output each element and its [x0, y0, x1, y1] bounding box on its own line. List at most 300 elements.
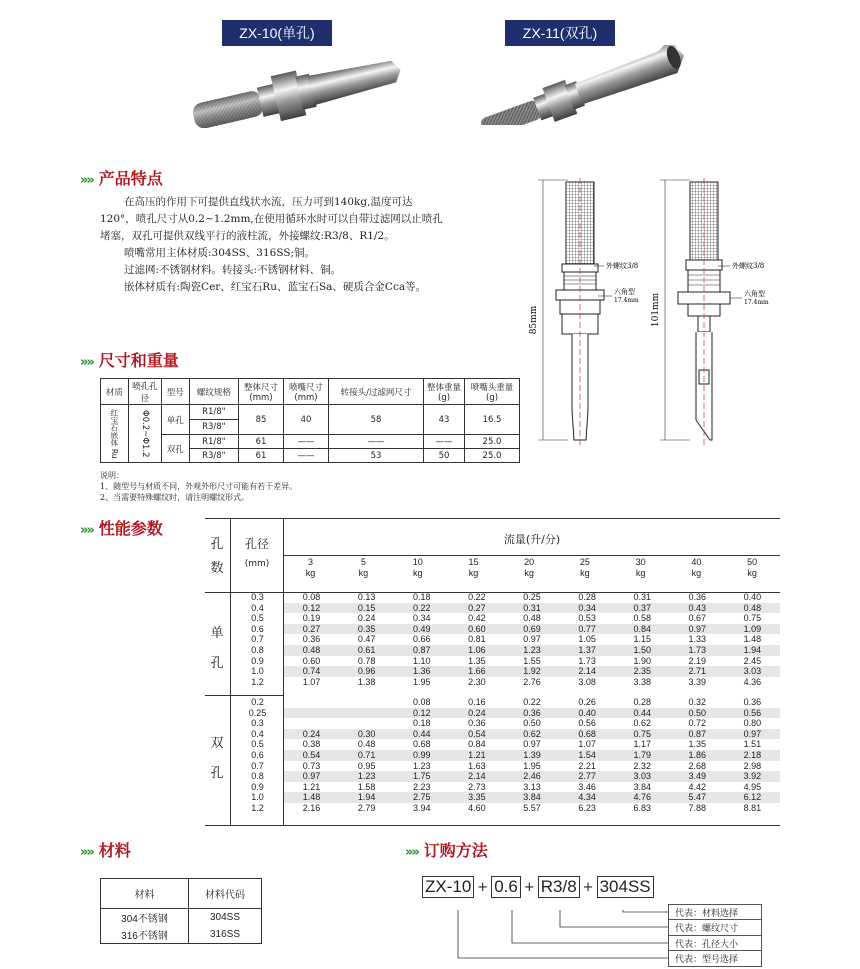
flow-value: 0.38 [302, 739, 321, 750]
section-arrows-icon: »» [80, 355, 93, 370]
flow-value: 2.23 [413, 781, 431, 792]
flow-value: 0.32 [688, 697, 707, 707]
flow-value: 0.37 [615, 603, 670, 614]
flow-value: 0.43 [670, 603, 725, 614]
table-row [231, 708, 780, 719]
flow-value: 0.58 [633, 613, 651, 624]
dim-right-label: 101mm [651, 292, 661, 328]
flow-value: 0.48 [284, 645, 339, 656]
flow-value: 4.36 [743, 676, 762, 687]
flow-value: 2.16 [302, 802, 321, 813]
sw-cell: 53 [329, 449, 424, 463]
flow-value: 0.50 [523, 718, 541, 729]
sw-cell: 61 [239, 435, 284, 449]
materials-title [80, 838, 131, 861]
performance-title [80, 516, 163, 539]
flow-value [339, 708, 394, 719]
size-weight-table [100, 378, 520, 463]
flow-value: 0.61 [339, 645, 394, 656]
flow-value: 2.18 [725, 750, 780, 761]
bore-diameter: 0.7 [251, 760, 264, 771]
flow-value: 0.40 [743, 592, 762, 602]
bore-diameter: 1.2 [251, 802, 264, 813]
flow-value: 0.36 [743, 697, 762, 707]
flow-value: 3.13 [523, 781, 541, 792]
flow-value: 1.35 [688, 739, 707, 750]
flow-value: 5.57 [523, 802, 541, 813]
flow-value: 0.36 [504, 708, 559, 719]
flow-value [284, 697, 339, 708]
table-row [231, 645, 780, 656]
pressure-header: 15 [468, 557, 479, 567]
flow-value: 2.14 [449, 771, 504, 782]
flow-value: 2.35 [615, 666, 670, 677]
flow-value: 0.78 [357, 655, 376, 666]
flow-value: 0.24 [449, 708, 504, 719]
flow-value: 1.94 [725, 645, 780, 656]
flow-value: 0.48 [523, 613, 541, 624]
zx10-nozzle-photo [180, 48, 420, 128]
sw-cell: —— [329, 435, 424, 449]
sw-type-single: 单孔 [161, 405, 189, 435]
flow-value [339, 718, 394, 729]
order-code [422, 876, 654, 898]
flow-value: 3.84 [633, 781, 651, 792]
table-row [231, 613, 780, 624]
flow-value: 1.73 [670, 645, 725, 656]
legend-material: 代表：材料选择 [668, 904, 762, 921]
pressure-header: 30 [635, 557, 646, 567]
flow-value: 0.97 [670, 624, 725, 635]
table-row [231, 592, 780, 603]
pressure-unit: kg [635, 567, 646, 578]
perf-pressure-header [284, 557, 780, 578]
flow-value: 3.94 [413, 802, 431, 813]
flow-value: 0.66 [413, 634, 431, 645]
flow-value: 0.80 [743, 718, 762, 729]
bore-diameter: 1.2 [251, 676, 264, 687]
flow-value: 0.99 [394, 750, 449, 761]
features-text [100, 194, 520, 296]
flow-value: 2.21 [578, 760, 596, 771]
size-weight-notes [100, 470, 297, 503]
flow-value: 0.54 [449, 729, 504, 740]
flow-value: 0.74 [284, 666, 339, 677]
flow-value: 2.14 [560, 666, 615, 677]
flow-value: 1.75 [394, 771, 449, 782]
bore-diameter: 0.4 [251, 728, 264, 739]
flow-value: 0.34 [413, 613, 431, 624]
ordering-title [405, 838, 488, 861]
flow-value: 1.23 [413, 760, 431, 771]
flow-value: 2.46 [504, 771, 559, 782]
flow-value: 0.68 [560, 729, 615, 740]
flow-value: 2.19 [688, 655, 707, 666]
flow-value: 0.81 [468, 634, 486, 645]
flow-value: 0.25 [523, 592, 541, 602]
flow-value: 0.71 [339, 750, 394, 761]
flow-value: 1.07 [302, 676, 321, 687]
flow-value: 0.22 [394, 603, 449, 614]
flow-value: 0.84 [468, 739, 486, 750]
table-row [231, 729, 780, 740]
mat-cell: 316不锈钢 [101, 926, 189, 944]
flow-value: 1.48 [743, 634, 762, 645]
flow-value: 6.12 [725, 792, 780, 803]
table-row [231, 782, 780, 793]
pressure-header: 20 [524, 557, 535, 567]
plus-sign: + [477, 879, 489, 895]
table-row [231, 634, 780, 645]
mat-header: 材料代码 [189, 879, 262, 909]
pressure-unit: kg [305, 567, 316, 578]
flow-value: 1.94 [339, 792, 394, 803]
flow-value: 1.17 [633, 739, 651, 750]
pressure-unit: kg [747, 567, 757, 578]
perf-double-label: 双孔 [210, 736, 224, 781]
features-title-text: 产品特点 [98, 169, 163, 188]
flow-value: 0.87 [670, 729, 725, 740]
plus-sign: + [582, 879, 594, 895]
flow-value: 0.56 [578, 718, 596, 729]
flow-value: 1.58 [357, 781, 376, 792]
flow-value: 1.66 [449, 666, 504, 677]
sw-thread: R3/8" [189, 449, 238, 463]
sw-cell: 25.0 [465, 449, 520, 463]
thread-label-left: 外螺纹3/8 [606, 262, 639, 270]
perf-single-table [231, 592, 780, 687]
flow-value: 1.48 [284, 792, 339, 803]
perf-dia-unit: (mm) [244, 559, 270, 569]
pressure-unit: kg [524, 567, 534, 578]
note-line: 2、当需要特殊螺纹时，请注明螺纹形式。 [100, 493, 250, 502]
flow-value: 3.46 [578, 781, 596, 792]
flow-value: 6.23 [578, 802, 596, 813]
flow-value: 0.49 [394, 624, 449, 635]
flow-value: 1.33 [688, 634, 707, 645]
size-weight-title [80, 348, 179, 371]
note-line: 说明： [100, 471, 124, 480]
pressure-unit: kg [691, 567, 702, 578]
sw-cell: 58 [329, 405, 424, 435]
code-thread: R3/8 [538, 876, 580, 898]
flow-value: 0.60 [449, 624, 504, 635]
plus-sign: + [523, 879, 535, 895]
pressure-header: 40 [691, 557, 702, 567]
flow-value: 0.97 [523, 739, 541, 750]
flow-value: 0.77 [560, 624, 615, 635]
flow-value: 1.86 [670, 750, 725, 761]
pressure-unit: kg [468, 567, 479, 578]
section-arrows-icon: »» [80, 173, 93, 188]
bore-diameter: 0.5 [251, 739, 264, 750]
sw-header: 型号 [161, 379, 189, 405]
size-weight-title-text: 尺寸和重量 [98, 351, 179, 370]
flow-value: 0.62 [633, 718, 651, 729]
flow-value: 1.23 [504, 645, 559, 656]
flow-value: 0.44 [615, 708, 670, 719]
flow-value: 0.24 [357, 613, 376, 624]
flow-value: 3.35 [449, 792, 504, 803]
flow-value: 0.69 [504, 624, 559, 635]
flow-value: 8.81 [743, 802, 762, 813]
sw-header: 整体尺寸(mm) [239, 379, 284, 405]
flow-value: 2.30 [468, 676, 486, 687]
flow-value: 0.18 [413, 718, 431, 729]
flow-value: 1.90 [633, 655, 651, 666]
flow-value: 1.50 [615, 645, 670, 656]
flow-value: 1.21 [302, 781, 321, 792]
sw-cell: 25.0 [465, 435, 520, 449]
flow-value [339, 697, 394, 708]
flow-value: 0.28 [578, 592, 596, 602]
hex-label-right: 六角型 [744, 290, 765, 298]
flow-value: 4.42 [688, 781, 707, 792]
table-row [231, 803, 780, 814]
section-arrows-icon: »» [405, 845, 418, 860]
flow-value: 2.76 [523, 676, 541, 687]
flow-value: 1.05 [578, 634, 596, 645]
mat-cell: 316SS [189, 926, 262, 944]
flow-value: 0.27 [284, 624, 339, 635]
flow-value: 1.54 [560, 750, 615, 761]
pressure-header: 50 [747, 557, 758, 567]
flow-value: 2.75 [394, 792, 449, 803]
flow-value: 3.08 [578, 676, 596, 687]
flow-value: 2.79 [357, 802, 376, 813]
flow-value: 3.03 [725, 666, 780, 677]
bore-diameter: 0.3 [251, 718, 264, 729]
pressure-header: 25 [579, 557, 590, 567]
pressure-unit: kg [580, 567, 590, 578]
table-row [231, 792, 780, 803]
bore-diameter: 0.3 [251, 592, 264, 602]
flow-value: 0.67 [688, 613, 707, 624]
flow-value: 0.13 [357, 592, 376, 602]
sw-cell: —— [424, 435, 465, 449]
code-model: ZX-10 [422, 876, 474, 898]
flow-value: 1.73 [578, 655, 596, 666]
flow-value: 0.42 [468, 613, 486, 624]
flow-value: 0.22 [523, 697, 541, 707]
perf-double-table [231, 697, 780, 814]
flow-value: 1.92 [504, 666, 559, 677]
zx11-nozzle-photo [466, 45, 706, 125]
table-row [231, 697, 780, 708]
code-bore: 0.6 [491, 876, 521, 898]
pressure-header: 5 [360, 557, 366, 567]
legend-model: 代表：型号选择 [668, 950, 762, 967]
sw-cell: 16.5 [465, 405, 520, 435]
table-row [231, 666, 780, 677]
flow-value: 3.49 [670, 771, 725, 782]
flow-value: 0.75 [615, 729, 670, 740]
flow-value: 0.31 [633, 592, 651, 602]
flow-value: 1.63 [468, 760, 486, 771]
flow-value: 1.95 [523, 760, 541, 771]
flow-value: 0.60 [302, 655, 321, 666]
flow-value: 1.36 [394, 666, 449, 677]
flow-value: 2.71 [670, 666, 725, 677]
flow-value: 0.36 [688, 592, 707, 602]
flow-value: 3.39 [688, 676, 707, 687]
flow-value: 1.51 [743, 739, 762, 750]
bore-diameter: 1.0 [251, 666, 264, 677]
legend-thread: 代表：螺纹尺寸 [668, 919, 762, 936]
flow-value: 0.73 [302, 760, 321, 771]
flow-value: 0.44 [394, 729, 449, 740]
flow-value: 0.28 [633, 697, 651, 707]
ordering-title-text: 订购方法 [423, 841, 488, 860]
bore-diameter: 0.6 [251, 749, 264, 760]
flow-value: 1.10 [413, 655, 431, 666]
flow-value: 0.36 [468, 718, 486, 729]
table-row [231, 656, 780, 667]
flow-value: 0.19 [302, 613, 321, 624]
flow-value: 6.83 [633, 802, 651, 813]
flow-value: 1.38 [357, 676, 376, 687]
flow-value: 0.15 [339, 603, 394, 614]
feature-line: 过滤网:不锈钢材料。转接头:不锈钢材料、铜。 [124, 264, 342, 276]
model-tag-zx11: ZX-11(双孔) [505, 20, 615, 46]
flow-value: 0.84 [615, 624, 670, 635]
sw-header: 整体重量(g) [424, 379, 465, 405]
performance-title-text: 性能参数 [98, 519, 163, 538]
flow-value: 0.87 [394, 645, 449, 656]
flow-value: 0.18 [413, 592, 431, 602]
flow-value [284, 718, 339, 729]
flow-value: 2.45 [743, 655, 762, 666]
flow-value: 0.47 [357, 634, 376, 645]
sw-material: 红宝石嵌体 Ru [101, 405, 129, 463]
flow-value: 0.97 [284, 771, 339, 782]
feature-line: 在高压的作用下可提供直线状水流，压力可到140kg,温度可达 [124, 196, 413, 208]
flow-value: 4.34 [560, 792, 615, 803]
flow-value: 1.15 [633, 634, 651, 645]
pressure-unit: kg [358, 567, 369, 578]
bore-diameter: 0.5 [251, 613, 264, 624]
flow-value [284, 708, 339, 719]
flow-value: 0.26 [578, 697, 596, 707]
sw-cell: 40 [284, 405, 329, 435]
sw-cell: —— [284, 435, 329, 449]
flow-value: 1.39 [504, 750, 559, 761]
flow-value: 0.08 [413, 697, 431, 707]
sw-header: 转接头/过滤网尺寸 [329, 379, 424, 405]
table-row [231, 718, 780, 729]
flow-value: 0.75 [743, 613, 762, 624]
sw-cell: 50 [424, 449, 465, 463]
sw-thread: R3/8" [189, 420, 238, 435]
sw-thread: R1/8" [189, 405, 238, 420]
flow-value: 0.08 [302, 592, 321, 602]
table-row [231, 771, 780, 782]
flow-value: 1.55 [523, 655, 541, 666]
bore-diameter: 0.2 [251, 697, 264, 707]
sw-cell: 85 [239, 405, 284, 435]
flow-value: 0.36 [302, 634, 321, 645]
pressure-header: 10 [412, 557, 423, 567]
flow-value: 0.31 [504, 603, 559, 614]
flow-value: 1.79 [615, 750, 670, 761]
table-row [231, 761, 780, 772]
materials-table [100, 878, 262, 944]
bore-diameter: 0.6 [251, 623, 264, 634]
flow-value: 1.06 [449, 645, 504, 656]
flow-value: 4.76 [615, 792, 670, 803]
flow-value: 2.32 [633, 760, 651, 771]
flow-value: 3.84 [504, 792, 559, 803]
sw-bore: Φ0.2~Φ1.2 [128, 405, 161, 463]
table-row [231, 677, 780, 688]
sw-cell: —— [284, 449, 329, 463]
flow-value: 4.60 [468, 802, 486, 813]
flow-value: 0.50 [670, 708, 725, 719]
flow-value: 1.07 [578, 739, 596, 750]
materials-title-text: 材料 [98, 841, 131, 860]
flow-value: 0.72 [688, 718, 707, 729]
flow-value: 0.68 [413, 739, 431, 750]
bore-diameter: 0.8 [251, 771, 264, 782]
sw-header: 螺纹规格 [189, 379, 238, 405]
bore-diameter: 0.4 [251, 602, 264, 613]
hex-size-left: 17.4mm [614, 297, 639, 304]
sw-thread: R1/8" [189, 435, 238, 449]
bore-diameter: 0.8 [251, 644, 264, 655]
table-row [231, 750, 780, 761]
perf-flow-header: 流量(升/分) [503, 533, 561, 546]
dim-left-label: 85mm [529, 305, 539, 335]
sw-type-double: 双孔 [161, 435, 189, 463]
flow-value: 0.34 [560, 603, 615, 614]
sw-header: 材质 [101, 379, 129, 405]
flow-value: 0.54 [284, 750, 339, 761]
sw-header: 喷嘴尺寸(mm) [284, 379, 329, 405]
flow-value: 7.88 [688, 802, 707, 813]
flow-value: 0.96 [339, 666, 394, 677]
flow-value: 0.12 [394, 708, 449, 719]
flow-value: 1.21 [449, 750, 504, 761]
bore-diameter: 0.9 [251, 655, 264, 666]
feature-line: 嵌体材质有:陶瓷Cer、红宝石Ru、蓝宝石Sa、硬质合金Cca等。 [124, 281, 427, 293]
model-tag-zx10: ZX-10(单孔) [222, 20, 332, 46]
flow-value: 0.48 [357, 739, 376, 750]
pressure-unit: kg [412, 567, 423, 578]
flow-value: 0.53 [578, 613, 596, 624]
flow-value: 0.24 [284, 729, 339, 740]
flow-value: 0.12 [284, 603, 339, 614]
flow-value: 0.35 [339, 624, 394, 635]
sw-cell: 43 [424, 405, 465, 435]
flow-value: 0.48 [725, 603, 780, 614]
flow-value: 2.98 [743, 760, 762, 771]
flow-value: 0.27 [449, 603, 504, 614]
code-material: 304SS [597, 876, 654, 898]
pressure-header: 3 [307, 557, 313, 567]
legend-bore: 代表：孔径大小 [668, 935, 762, 952]
features-title [80, 166, 163, 189]
feature-line: 120°，喷孔尺寸从0.2~1.2mm,在使用循环水时可以自带过滤网以止喷孔 [100, 213, 443, 225]
sw-header: 喷嘴头重量(g) [465, 379, 520, 405]
flow-value: 0.97 [523, 634, 541, 645]
hex-size-right: 17.4mm [744, 299, 769, 306]
flow-value: 0.30 [339, 729, 394, 740]
flow-value: 0.97 [725, 729, 780, 740]
flow-value: 1.23 [339, 771, 394, 782]
flow-value: 0.95 [357, 760, 376, 771]
flow-value: 3.92 [725, 771, 780, 782]
flow-value: 3.38 [633, 676, 651, 687]
